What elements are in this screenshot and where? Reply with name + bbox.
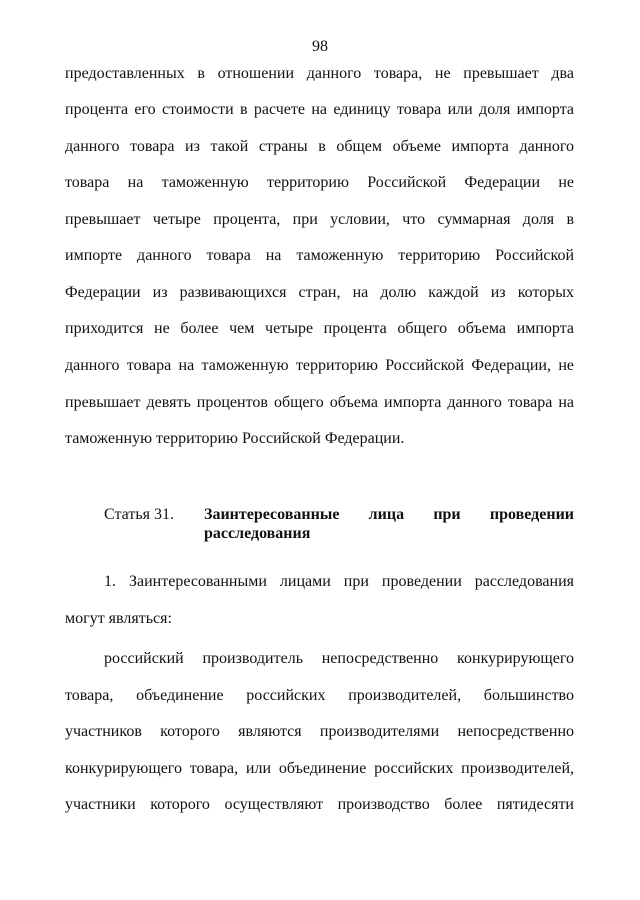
paragraph-line: товара на таможенную территорию Российской Федерации не — [65, 174, 574, 191]
paragraph-line: импорте данного товара на таможенную территорию Российской — [65, 247, 574, 264]
paragraph-line: 1. Заинтересованными лицами при проведении расследования — [104, 573, 574, 590]
paragraph-line: товара, объединение российских производителей, большинство — [65, 687, 574, 704]
paragraph-line: предоставленных в отношении данного товара, не превышает два — [65, 65, 574, 82]
paragraph-line: превышает четыре процента, при условии, что суммарная доля в — [65, 211, 574, 228]
paragraph-line: российский производитель непосредственно конкурирующего — [104, 650, 574, 667]
paragraph-line: данного товара на таможенную территорию Российской Федерации, не — [65, 357, 574, 374]
paragraph-line: данного товара из такой страны в общем объеме импорта данного — [65, 138, 574, 155]
paragraph-line: конкурирующего товара, или объединение российских производителей, — [65, 760, 574, 777]
paragraph-line: участники которого осуществляют производство более пятидесяти — [65, 796, 574, 813]
article-title: Заинтересованные лица при проведении — [204, 506, 574, 523]
paragraph-line: участников которого являются производителями непосредственно — [65, 723, 574, 740]
article-number: Статья 31. — [104, 506, 174, 523]
paragraph-line: таможенную территорию Российской Федерации. — [65, 430, 405, 447]
paragraph-line: могут являться: — [65, 610, 172, 627]
paragraph-line: приходится не более чем четыре процента общего объема импорта — [65, 320, 574, 337]
paragraph-line: Федерации из развивающихся стран, на долю каждой из которых — [65, 284, 574, 301]
page-number: 98 — [312, 38, 328, 55]
paragraph-line: превышает девять процентов общего объема импорта данного товара на — [65, 394, 574, 411]
paragraph-line: процента его стоимости в расчете на единицу товара или доля импорта — [65, 101, 574, 118]
article-title-continuation: расследования — [204, 525, 311, 542]
